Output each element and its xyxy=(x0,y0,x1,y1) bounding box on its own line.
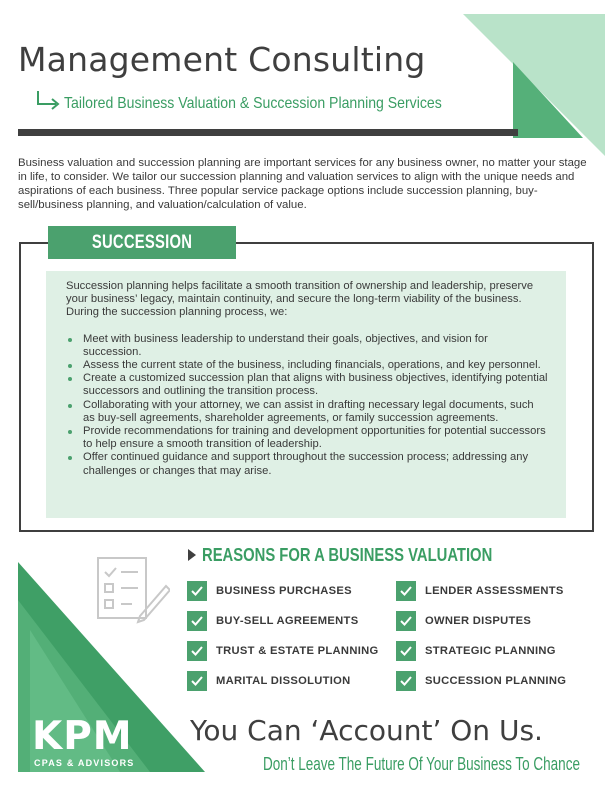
checkmark-icon xyxy=(396,611,416,631)
checklist-icon xyxy=(96,554,170,624)
reason-item xyxy=(187,671,351,691)
reason-item xyxy=(396,611,531,631)
reason-item xyxy=(187,641,379,661)
intro-paragraph: Business valuation and succession planning are important services for any business owner, no matter your stage in life, to consider. We tailor our succession planning and valuation services to align with the unique needs and aspirations of each business. Three popular service package options include succession planning, buy-sell/business planning, and valuation/calculation of value. xyxy=(18,157,587,211)
logo-subtitle: CPAS & ADVISORS xyxy=(34,758,135,768)
corner-arrow-icon xyxy=(36,90,62,112)
succession-planning-panel xyxy=(46,271,566,518)
reason-label: LENDER ASSESSMENTS xyxy=(425,585,564,597)
page-title: Management Consulting xyxy=(18,40,426,79)
reason-item xyxy=(396,671,566,691)
succession-planning-heading: SUCCESSION xyxy=(48,226,236,259)
tagline-subtitle: Don’t Leave The Future Of Your Business To Chance xyxy=(263,754,580,774)
checkmark-icon xyxy=(396,671,416,691)
reason-label: STRATEGIC PLANNING xyxy=(425,645,556,657)
reason-label: MARITAL DISSOLUTION xyxy=(216,675,351,687)
reasons-heading: REASONS FOR A BUSINESS VALUATION xyxy=(202,544,493,565)
triangle-arrow-icon xyxy=(187,548,197,562)
logo: KPM xyxy=(32,714,133,759)
list-item: Provide recommendations for training and development opportunities for potential successors to help ensure a smooth transition of leadership. xyxy=(66,425,548,451)
list-item: Offer continued guidance and support throughout the succession process; addressing any challenges or changes that may arise. xyxy=(66,451,548,477)
reason-item xyxy=(187,581,352,601)
tagline: You Can ‘Account’ On Us. xyxy=(190,714,543,747)
reason-label: BUSINESS PURCHASES xyxy=(216,585,352,597)
reason-item xyxy=(396,641,556,661)
reason-item xyxy=(396,581,564,601)
list-item: Collaborating with your attorney, we can assist in drafting necessary legal documents, such as buy-sell agreements, shareholder agreements, or family succession agreements. xyxy=(66,399,548,425)
succession-intro: Succession planning helps facilitate a smooth transition of ownership and leadership, preserve your business’ legacy, maintain continuity, and secure the long-term viability of the business. During the succession planning process, we: xyxy=(66,280,534,319)
reason-label: SUCCESSION PLANNING xyxy=(425,675,567,687)
reason-label: OWNER DISPUTES xyxy=(425,615,532,627)
succession-steps-list xyxy=(66,333,548,478)
checkmark-icon xyxy=(396,641,416,661)
checkmark-icon xyxy=(187,581,207,601)
checkmark-icon xyxy=(187,641,207,661)
checkmark-icon xyxy=(187,671,207,691)
list-item: Meet with business leadership to understand their goals, objectives, and vision for succession. xyxy=(66,333,548,359)
list-item: Assess the current state of the business, including financials, operations, and key personnel. xyxy=(66,359,548,372)
checkmark-icon xyxy=(187,611,207,631)
page-subtitle: Tailored Business Valuation & Succession Planning Services xyxy=(64,95,442,112)
reason-label: TRUST & ESTATE PLANNING xyxy=(216,645,379,657)
reason-label: BUY-SELL AGREEMENTS xyxy=(216,615,359,627)
list-item: Create a customized succession plan that aligns with business objectives, identifying potential successors and outlining the transition process. xyxy=(66,372,548,398)
corner-triangles-decor xyxy=(455,0,612,160)
reason-item xyxy=(187,611,358,631)
checkmark-icon xyxy=(396,581,416,601)
title-underline xyxy=(18,129,518,136)
